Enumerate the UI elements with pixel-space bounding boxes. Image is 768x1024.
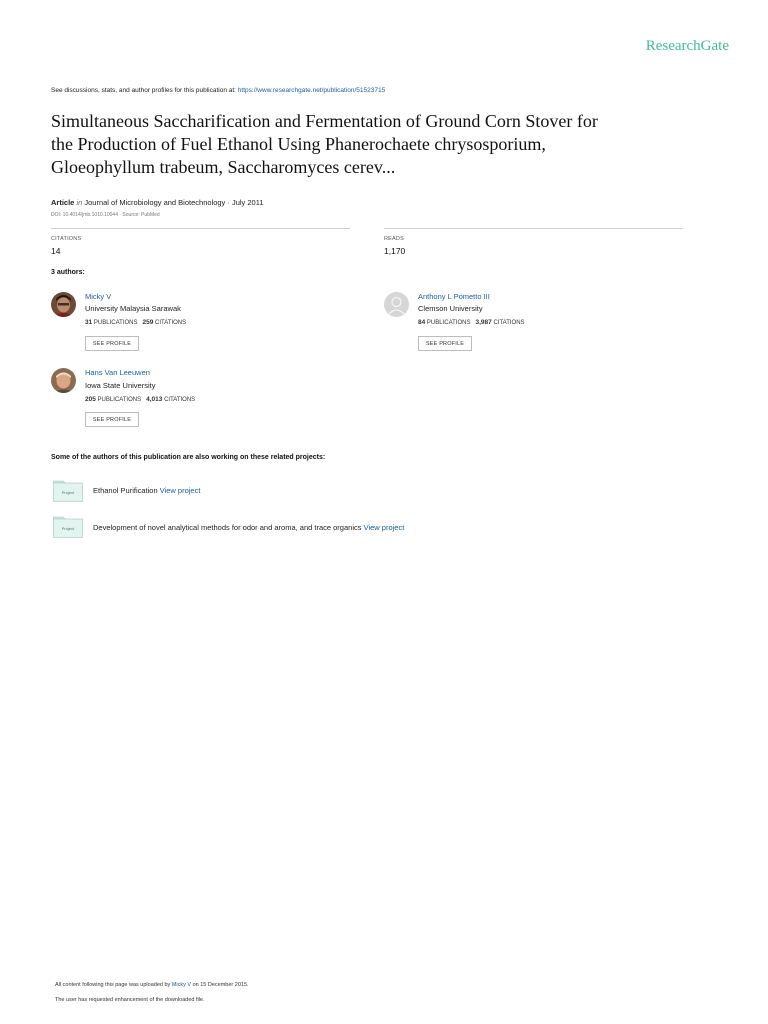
project-icon-label: Project: [61, 526, 75, 531]
uploader-link[interactable]: Micky V: [171, 982, 192, 988]
citations-count: 259: [142, 319, 154, 326]
project-icon-label: Project: [61, 490, 75, 495]
publications-count: 84: [418, 319, 426, 326]
title-line-1: Simultaneous Saccharification and Fermentation of Ground Corn Stover for: [51, 111, 598, 131]
citations-label: CITATIONS: [155, 320, 187, 326]
view-project-link[interactable]: View project: [363, 523, 405, 532]
author-avatar-placeholder[interactable]: [384, 292, 409, 317]
citations-divider: [51, 228, 350, 229]
author-stats: [418, 319, 525, 326]
doi-source: DOI: 10.4014/jmb.1010.10044 · Source: PubMed: [51, 212, 160, 218]
discussion-notice: [51, 87, 385, 94]
project-title: Development of novel analytical methods for odor and aroma, and trace organics: [93, 523, 362, 532]
project-title: Ethanol Purification: [93, 486, 158, 495]
researchgate-logo[interactable]: ResearchGate: [645, 38, 729, 54]
view-project-link[interactable]: View project: [159, 486, 201, 495]
upload-notice: [55, 982, 249, 988]
publications-label: PUBLICATIONS: [93, 320, 138, 326]
journal-name[interactable]: Journal of Microbiology and Biotechnology · July 2011: [84, 198, 264, 207]
project-folder-icon: [53, 516, 83, 538]
upload-prefix: All content following this page was uploaded by: [55, 982, 172, 988]
publications-count: 205: [85, 396, 96, 403]
citations-label: CITATIONS: [493, 320, 525, 326]
publications-count: 31: [85, 319, 93, 326]
author-name-link[interactable]: Micky V: [85, 292, 112, 301]
citations-value: 14: [51, 246, 61, 256]
project-folder-icon: [53, 480, 83, 502]
author-affiliation: Clemson University: [418, 304, 483, 313]
citations-count: 3,987: [475, 319, 492, 326]
publication-title: [51, 110, 711, 179]
author-name-link[interactable]: Hans Van Leeuwen: [85, 368, 150, 377]
project-row: [93, 486, 200, 495]
author-affiliation: University Malaysia Sarawak: [85, 304, 181, 313]
see-profile-button[interactable]: SEE PROFILE: [85, 412, 139, 427]
author-stats: [85, 396, 195, 403]
in-word: in: [76, 198, 83, 207]
upload-suffix: on 15 December 2015.: [191, 982, 249, 988]
enhancement-notice: The user has requested enhancement of the downloaded file.: [55, 997, 205, 1003]
author-affiliation: Iowa State University: [85, 381, 156, 390]
citations-label: CITATIONS: [164, 397, 196, 403]
title-line-2: the Production of Fuel Ethanol Using Phanerochaete chrysosporium,: [51, 134, 546, 154]
author-avatar[interactable]: [51, 368, 76, 393]
citations-count: 4,013: [146, 396, 163, 403]
project-row: [93, 523, 404, 532]
reads-divider: [384, 228, 683, 229]
reads-value: 1,170: [384, 246, 406, 256]
author-name-link[interactable]: Anthony L Pometto III: [418, 292, 490, 301]
publications-label: PUBLICATIONS: [426, 320, 471, 326]
see-profile-button[interactable]: SEE PROFILE: [85, 336, 139, 351]
citations-label: CITATIONS: [51, 236, 82, 242]
article-type: Article: [51, 198, 75, 207]
see-profile-button[interactable]: SEE PROFILE: [418, 336, 472, 351]
author-stats: [85, 319, 186, 326]
article-meta: [51, 198, 264, 207]
publication-url-link[interactable]: https://www.researchgate.net/publication/51523715: [237, 87, 386, 94]
authors-heading: 3 authors:: [51, 269, 85, 276]
related-projects-heading: Some of the authors of this publication are also working on these related projects:: [51, 454, 326, 461]
discussion-prefix: See discussions, stats, and author profiles for this publication at:: [51, 87, 238, 94]
reads-label: READS: [384, 236, 404, 242]
author-avatar[interactable]: [51, 292, 76, 317]
publications-label: PUBLICATIONS: [97, 397, 142, 403]
title-line-3: Gloeophyllum trabeum, Saccharomyces cerev...: [51, 157, 396, 177]
